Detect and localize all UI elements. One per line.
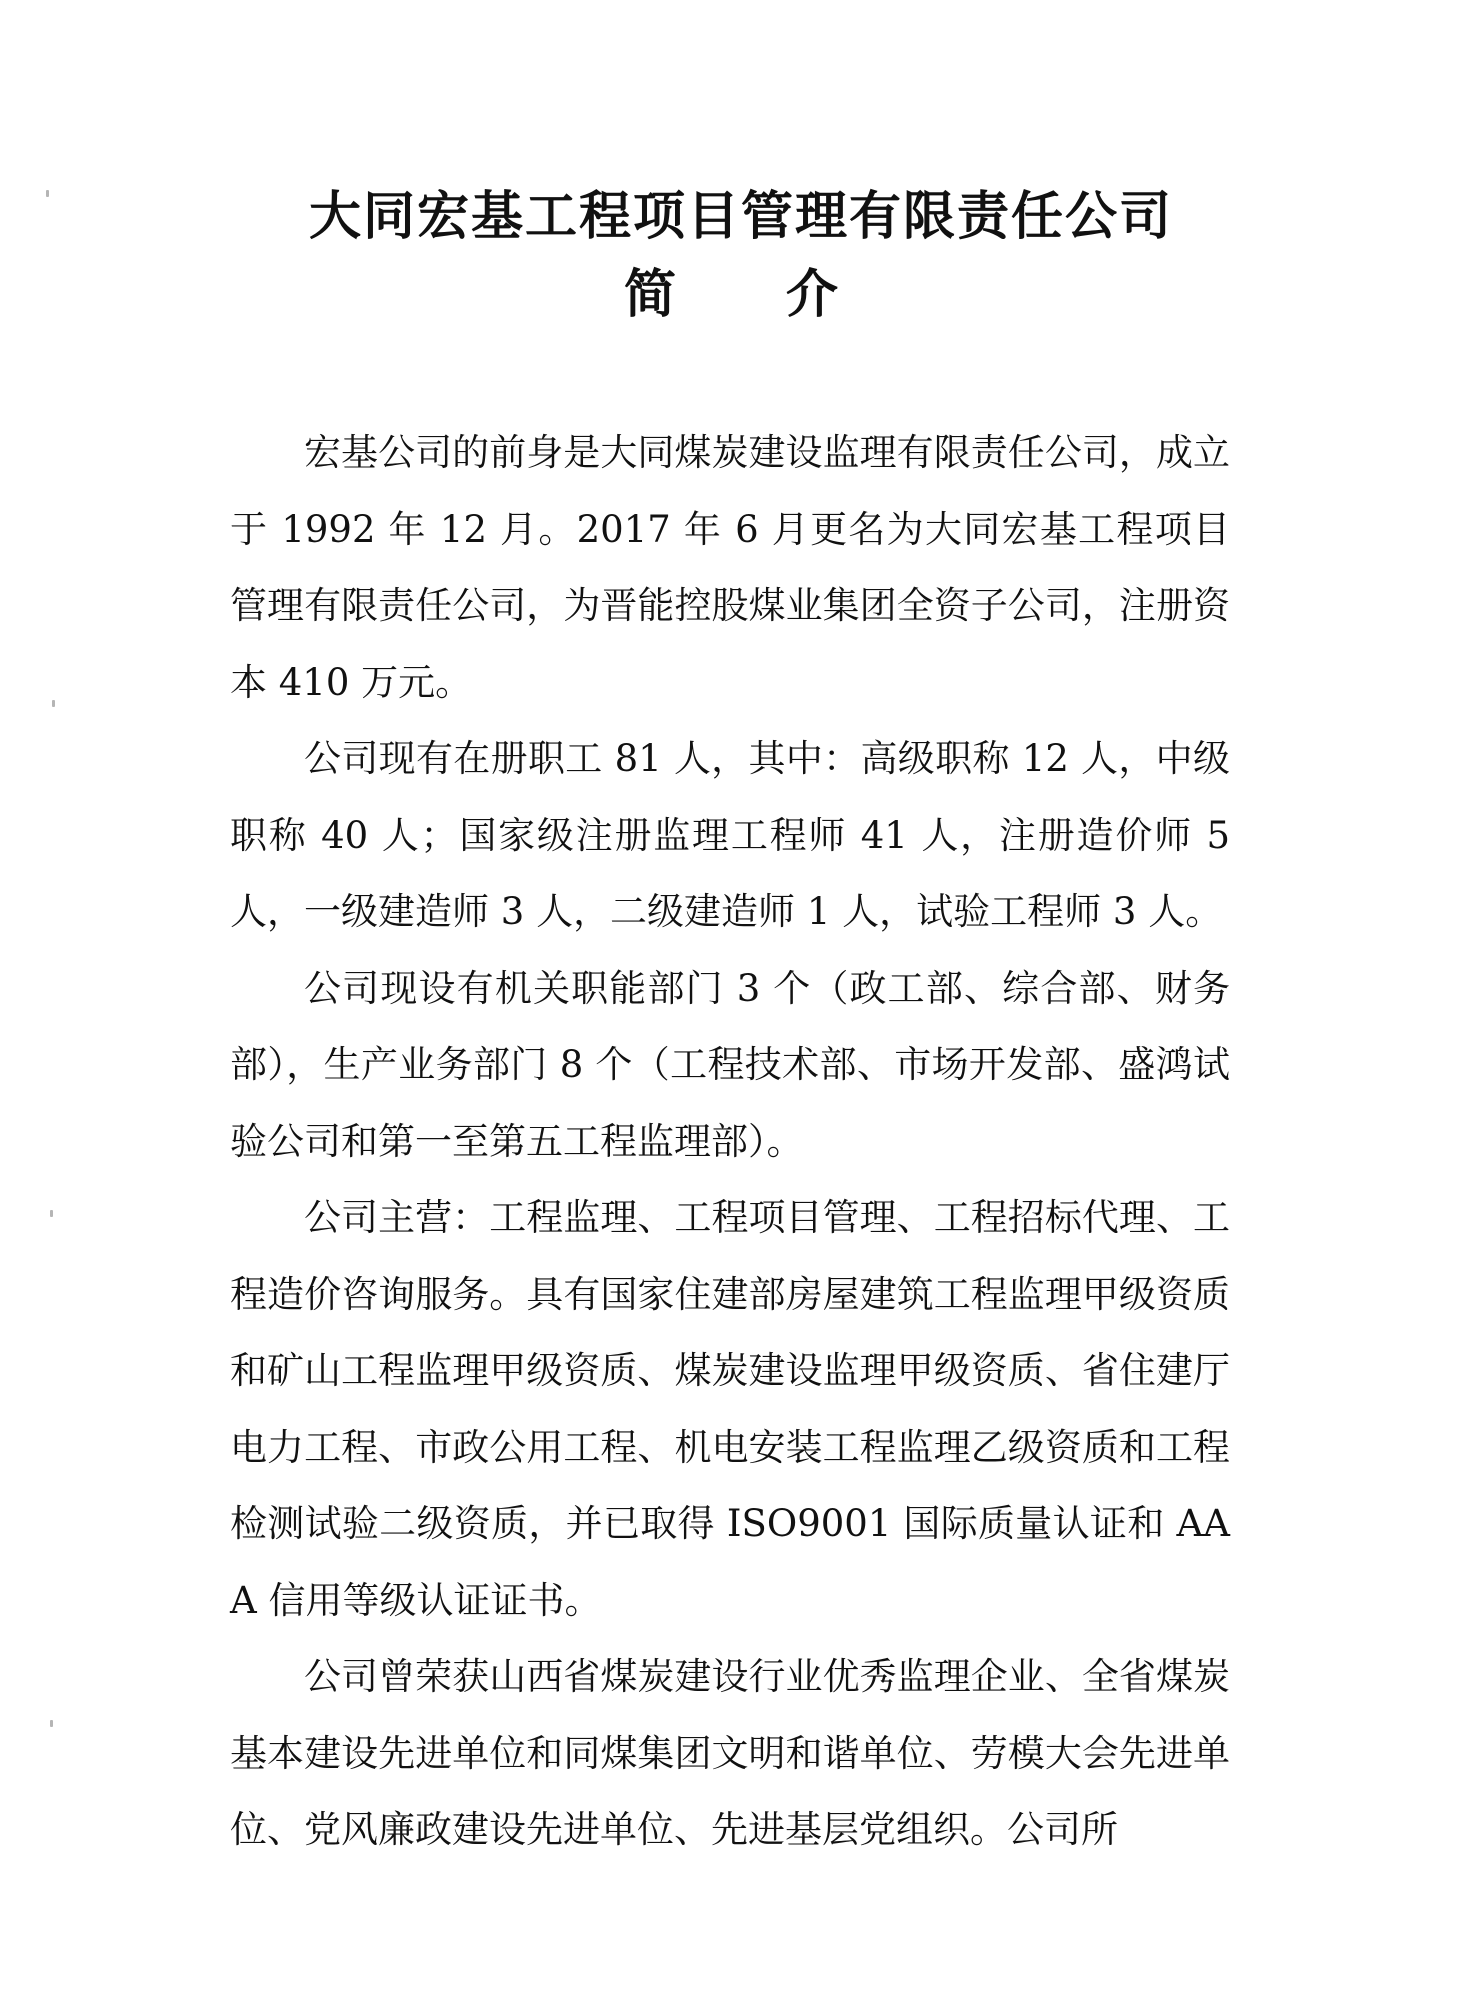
- document-subtitle: 简介: [623, 265, 948, 325]
- paragraph-staff: 公司现有在册职工 81 人，其中：高级职称 12 人，中级职称 40 人；国家级注册监理工程师 41 人，注册造价师 5 人，一级建造师 3 人，二级建造师 1 人，试验工程师 3 人。: [230, 737, 1230, 933]
- scan-speck: [50, 1720, 53, 1727]
- paragraph-honors: 公司曾荣获山西省煤炭建设行业优秀监理企业、全省煤炭基本建设先进单位和同煤集团文明和谐单位、劳模大会先进单位、党风廉政建设先进单位、先进基层党组织。公司所: [230, 1655, 1230, 1851]
- paragraph-departments: 公司现设有机关职能部门 3 个（政工部、综合部、财务部），生产业务部门 8 个（工程技术部、市场开发部、盛鸿试验公司和第一至第五工程监理部）。: [230, 966, 1230, 1163]
- paragraph-business: 公司主营：工程监理、工程项目管理、工程招标代理、工程造价咨询服务。具有国家住建部房屋建筑工程监理甲级资质和矿山工程监理甲级资质、煤炭建设监理甲级资质、省住建厅电力工程、市政公用工程、机电安装工程监理乙级资质和工程检测试验二级资质，并已取得 ISO9001 国际质量认证和 AAA 信用等级认证证书。: [230, 1196, 1230, 1622]
- title-block: [0, 178, 1462, 334]
- paragraph-history: 宏基公司的前身是大同煤炭建设监理有限责任公司，成立于 1992 年 12 月。2017 年 6 月更名为大同宏基工程项目管理有限责任公司，为晋能控股煤业集团全资子公司，注册资本 410 万元。: [230, 431, 1230, 704]
- scan-speck: [50, 1210, 53, 1217]
- document-title: 大同宏基工程项目管理有限责任公司: [308, 187, 1173, 247]
- scan-speck: [52, 700, 55, 707]
- body-text: [230, 415, 1230, 1869]
